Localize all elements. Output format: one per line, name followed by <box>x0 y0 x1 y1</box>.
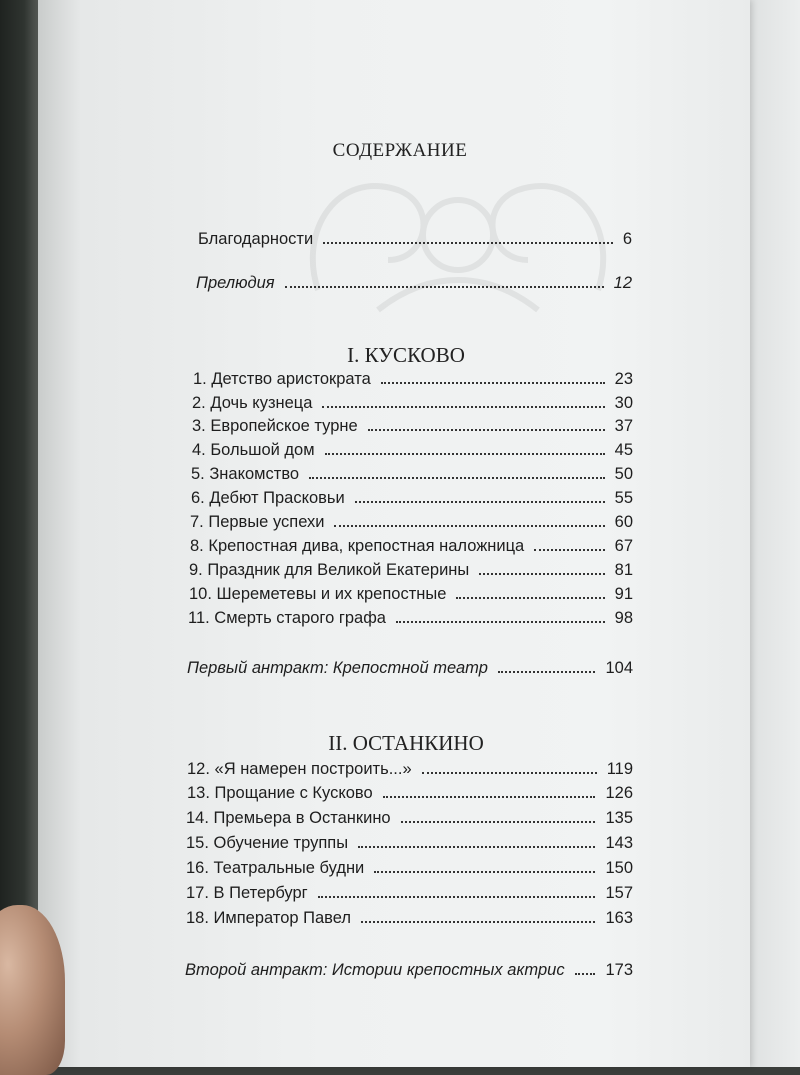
dot-leader <box>358 843 595 848</box>
dot-leader <box>383 793 596 798</box>
toc-entry-label: 8. Крепостная дива, крепостная наложница <box>190 537 525 555</box>
toc-entry-label: 10. Шереметевы и их крепостные <box>189 585 447 603</box>
toc-entry-page: 50 <box>614 465 633 483</box>
toc-chapter <box>186 909 633 928</box>
toc-entry-page: 81 <box>614 561 633 579</box>
dot-leader <box>323 239 613 244</box>
toc-entry-page: 45 <box>614 441 633 459</box>
toc-interlude <box>187 659 633 678</box>
toc-entry-label: 11. Смерть старого графа <box>188 609 386 627</box>
toc-chapter <box>189 561 633 580</box>
toc-entry-page: 135 <box>605 809 633 827</box>
toc-entry-page: 23 <box>614 370 633 388</box>
toc-entry-page: 143 <box>605 834 633 852</box>
dot-leader <box>498 668 596 673</box>
toc-chapter <box>190 537 633 556</box>
toc-entry-label: 14. Премьера в Останкино <box>186 809 391 827</box>
toc-entry-label: Первый антракт: Крепостной театр <box>187 659 488 677</box>
toc-entry-page: 12 <box>613 274 632 292</box>
toc-chapter <box>191 489 633 508</box>
dot-leader <box>396 618 605 623</box>
dot-leader <box>422 769 597 774</box>
dot-leader <box>285 283 604 288</box>
toc-chapter <box>192 441 633 460</box>
dot-leader <box>575 970 596 975</box>
toc-entry-label: Прелюдия <box>196 274 275 292</box>
dot-leader <box>309 474 605 479</box>
toc-chapter <box>192 394 633 413</box>
toc-chapter <box>190 513 633 532</box>
toc-entry-label: 12. «Я намерен построить...» <box>187 760 412 778</box>
toc-entry-page: 119 <box>606 760 633 778</box>
toc-entry-page: 6 <box>622 230 632 248</box>
toc-entry-page: 104 <box>605 659 633 677</box>
toc-interlude <box>185 961 633 980</box>
toc-chapter <box>186 859 633 878</box>
toc-entry-page: 150 <box>605 859 633 877</box>
toc-entry-page: 37 <box>614 417 633 435</box>
toc-entry-page: 98 <box>614 609 633 627</box>
toc-entry-label: 2. Дочь кузнеца <box>192 394 313 412</box>
dot-leader <box>325 450 605 455</box>
toc-entry-label: 6. Дебют Прасковьи <box>191 489 345 507</box>
toc-chapter <box>186 834 633 853</box>
toc-entry-label: 18. Император Павел <box>186 909 352 927</box>
toc-entry-page: 157 <box>605 884 633 902</box>
toc-entry-prelude <box>196 274 632 293</box>
dot-leader <box>381 379 605 384</box>
toc-entry-label: Благодарности <box>198 230 314 248</box>
toc-chapter <box>186 809 633 828</box>
toc-chapter <box>188 609 633 628</box>
toc-entry-label: 4. Большой дом <box>192 441 315 459</box>
toc-entry-label: 3. Европейское турне <box>192 417 358 435</box>
toc-entry-page: 30 <box>614 394 633 412</box>
toc-entry-page: 60 <box>614 513 633 531</box>
toc-entry-label: Второй антракт: Истории крепостных актрис <box>185 961 565 979</box>
toc-entry-page: 173 <box>605 961 633 979</box>
toc-entry-page: 67 <box>614 537 633 555</box>
toc-entry-label: 1. Детство аристократа <box>193 370 371 388</box>
dot-leader <box>318 893 596 898</box>
dot-leader <box>456 594 604 599</box>
dot-leader <box>401 818 596 823</box>
toc-entry-page: 91 <box>614 585 633 603</box>
toc-entry-label: 16. Театральные будни <box>186 859 365 877</box>
toc-chapter <box>191 465 633 484</box>
dot-leader <box>374 868 595 873</box>
toc-entry-label: 5. Знакомство <box>191 465 300 483</box>
toc-chapter <box>187 760 633 779</box>
dot-leader <box>361 918 595 923</box>
page-title: СОДЕРЖАНИЕ <box>332 140 468 161</box>
part-heading: I. КУСКОВО <box>347 343 465 367</box>
toc-chapter <box>193 370 633 389</box>
toc-entry-label: 9. Праздник для Великой Екатерины <box>189 561 470 579</box>
dot-leader <box>368 426 605 431</box>
dot-leader <box>534 546 604 551</box>
dot-leader <box>355 498 605 503</box>
toc-entry-label: 7. Первые успехи <box>190 513 325 531</box>
toc-entry-page: 126 <box>605 784 633 802</box>
toc-entry-page: 163 <box>605 909 633 927</box>
toc-entry-label: 17. В Петербург <box>186 884 308 902</box>
toc-entry-label: 15. Обучение труппы <box>186 834 349 852</box>
toc-entry-page: 55 <box>614 489 633 507</box>
toc-chapter <box>189 585 633 604</box>
toc-chapter <box>186 884 633 903</box>
dot-leader <box>479 570 604 575</box>
dot-leader <box>322 403 604 408</box>
dot-leader <box>334 522 604 527</box>
toc-chapter <box>192 417 633 436</box>
toc-entry-acknowledgements <box>198 230 632 249</box>
part-heading: II. ОСТАНКИНО <box>328 731 484 755</box>
toc-chapter <box>187 784 633 803</box>
toc-entry-label: 13. Прощание с Кусково <box>187 784 373 802</box>
